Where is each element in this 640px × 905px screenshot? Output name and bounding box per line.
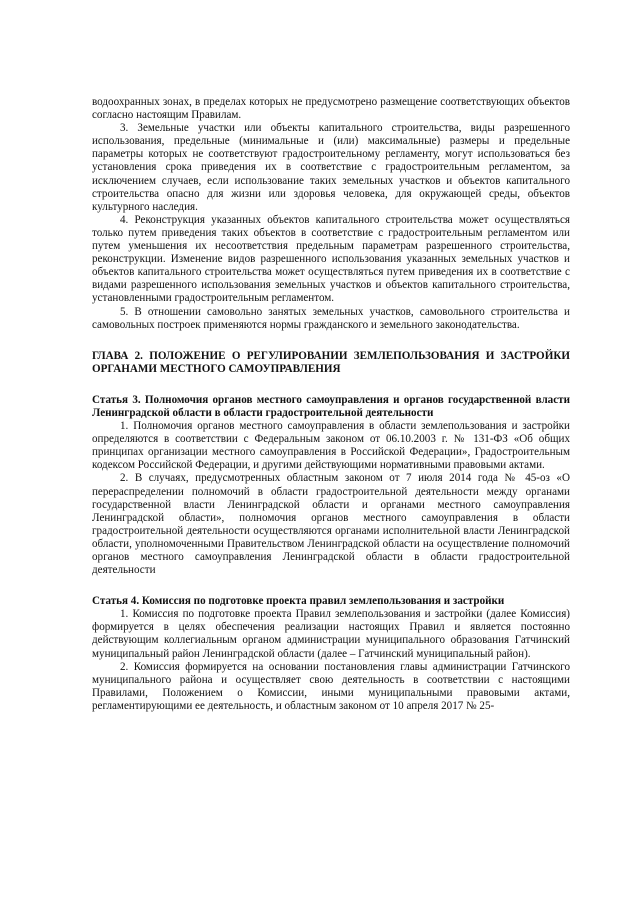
article-3-heading: Статья 3. Полномочия органов местного самоуправления и органов государственной власти Ленинградской области в области градостроительной деятельности xyxy=(92,393,570,419)
chapter-heading: ГЛАВА 2. ПОЛОЖЕНИЕ О РЕГУЛИРОВАНИИ ЗЕМЛЕПОЛЬЗОВАНИЯ И ЗАСТРОЙКИ ОРГАНАМИ МЕСТНОГО САМОУПРАВЛЕНИЯ xyxy=(92,349,570,375)
article-3-paragraph-1: 1. Полномочия органов местного самоуправления в области землепользования и застройки определяются в соответствии с Федеральным законом от 06.10.2003 г. № 131-ФЗ «Об общих принципах организации местного самоуправления в Российской Федерации», Градостроительным кодексом Российской Федерации, и другими действующими нормативными правовыми актами. xyxy=(92,420,570,472)
paragraph-item-3: 3. Земельные участки или объекты капитального строительства, виды разрешенного использования, предельные (минимальные и (или) максимальные) размеры и предельные параметры которых не соответствуют градостроительному регламенту, могут использоваться без установления срока приведения их в соответствие с градостроительным регламентом, за исключением случаев, если использование таких земельных участков и объектов капитального строительства опасно для жизни или здоровья человека, для окружающей среды, объектов культурного наследия. xyxy=(92,122,570,213)
article-4-heading: Статья 4. Комиссия по подготовке проекта правил землепользования и застройки xyxy=(92,595,505,608)
article-4-paragraph-1: 1. Комиссия по подготовке проекта Правил землепользования и застройки (далее Комиссия) формируется в целях обеспечения реализации настоящих Правил и является постоянно действующим коллегиальным органом администрации муниципального образования Гатчинский муниципальный район Ленинградской области (далее – Гатчинский муниципальный район). xyxy=(92,608,570,660)
paragraph-item-4: 4. Реконструкция указанных объектов капитального строительства может осуществляться только путем приведения таких объектов в соответствие с градостроительным регламентом или путем уменьшения их несоответствия предельным параметрам разрешенного строительства, реконструкции. Изменение видов разрешенного использования указанных земельных участков и объектов капитального строительства может осуществляться путем приведения их в соответствие с видами разрешенного использования земельных участков и объектов капитального строительства, установленными градостроительным регламентом. xyxy=(92,213,570,305)
paragraph-item-5: 5. В отношении самовольно занятых земельных участков, самовольного строительства и самовольных построек применяются нормы гражданского и земельного законодательства. xyxy=(92,305,570,331)
paragraph-continuation: водоохранных зонах, в пределах которых не предусмотрено размещение соответствующих объектов согласно настоящим Правилам. xyxy=(92,96,570,122)
article-4-paragraph-2: 2. Комиссия формируется на основании постановления главы администрации Гатчинского муниципального района и осуществляет свою деятельность в соответствии с настоящими Правилами, Положением о Комиссии, иными муниципальными правовыми актами, регламентирующими ее деятельность, и областным законом от 10 апреля 2017 № 25- xyxy=(92,660,570,712)
article-3-paragraph-2: 2. В случаях, предусмотренных областным законом от 7 июля 2014 года № 45-оз «О перераспределении полномочий в области градостроительной деятельности между органами государственной власти Ленинградской области и органами местного самоуправления Ленинградской области», полномочия органов местного самоуправления в области градостроительной деятельности осуществляются органами исполнительной власти Ленинградской области, уполномоченными Правительством Ленинградской области на осуществление полномочий органов местного самоуправления Ленинградской области в области градостроительной деятельности xyxy=(92,472,570,577)
